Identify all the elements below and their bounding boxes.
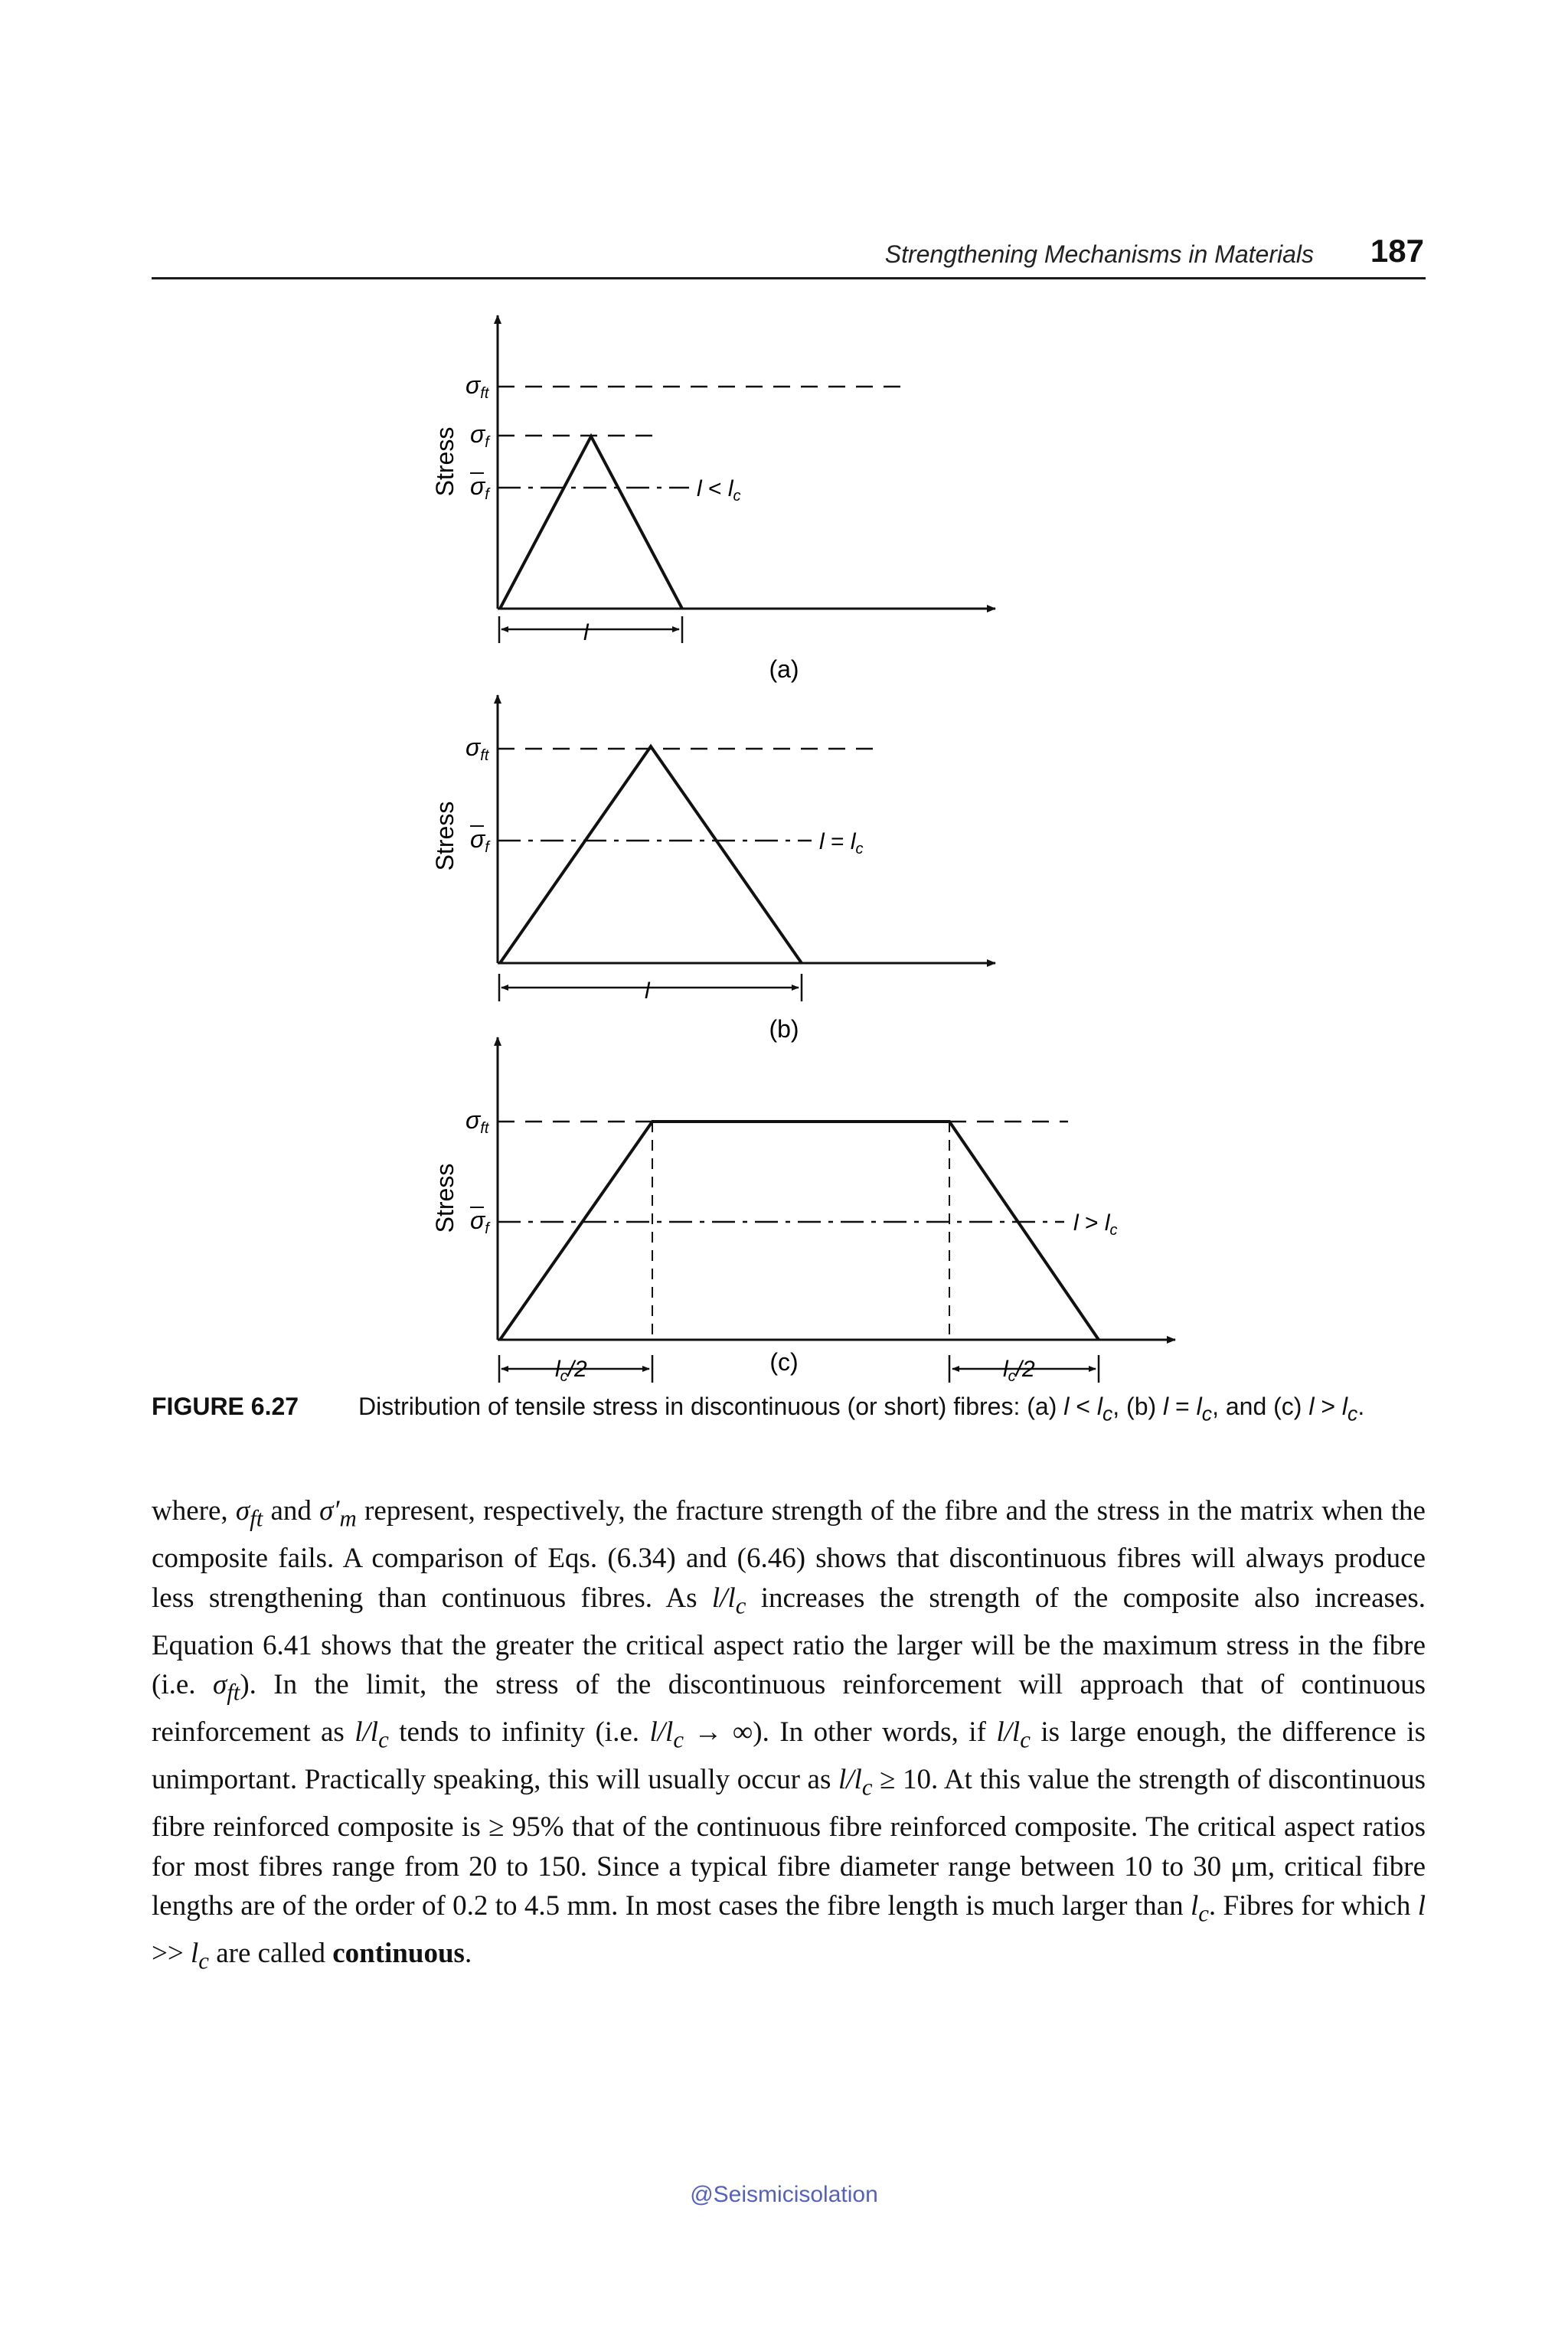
sigma-ft-tick: σft <box>466 371 489 402</box>
running-title: Strengthening Mechanisms in Materials <box>884 240 1314 268</box>
length-label: l <box>645 978 650 1004</box>
sigma-f-bar-tick <box>470 472 491 503</box>
watermark: @Seismicisolation <box>690 2182 878 2207</box>
stress-profile <box>500 436 682 609</box>
caption-text: Distribution of tensile stress in discontinuous (or short) fibres: (a) $l < l_c$, (b) $l = l_c$, and (c) $l > l_c$. <box>358 1393 1365 1425</box>
sigma-ft-tick: σft <box>466 1106 489 1137</box>
length-label: l <box>583 620 589 645</box>
svg-text:σf: σf <box>470 825 489 856</box>
condition-label: $l > l_c$ <box>1073 1210 1118 1239</box>
figure-caption <box>152 1390 1426 1429</box>
panel-label: (a) <box>769 655 799 683</box>
page-number: 187 <box>1370 233 1424 269</box>
stress-axis-label: Stress <box>431 801 459 871</box>
sigma-f-tick: σf <box>470 420 489 451</box>
term-continuous: continuous <box>332 1938 465 1970</box>
stress-axis-label: Stress <box>431 426 459 497</box>
figure-number: FIGURE 6.27 <box>152 1393 299 1420</box>
sigma-ft-tick: σft <box>466 733 489 764</box>
panel-label: (b) <box>769 1015 799 1043</box>
sigma-f-bar-tick <box>470 825 491 856</box>
svg-text:σf: σf <box>470 1207 489 1237</box>
stress-axis-label: Stress <box>431 1163 459 1233</box>
svg-text:σf: σf <box>470 472 489 503</box>
panel-a <box>431 315 995 683</box>
panel-b <box>431 695 995 1043</box>
sigma-f-bar-tick <box>470 1207 491 1237</box>
stress-profile <box>500 746 802 963</box>
body-paragraph: where, $\sigma_{ft}$ and $\sigma'_m$ represent, respectively, the fracture strength of the fibre and the stress in the matrix when the composite fails. A comparison of Eqs. (6.34) and (6.46) shows that discontinuous fibres will always produce less strengthening than continuous fibres. As $l/l_c$ increases the strength of the composite also increases. Equation 6.41 shows that the greater the critical aspect ratio the larger will be the maximum stress in the fibre (i.e. $\sigma_{ft}$). In the limit, the stress of the discontinuous reinforcement will approach that of continuous reinforcement as $l/l_c$ tends to infinity (i.e. $l/l_c$ → ∞). In other words, if $l/l_c$ is large enough, the difference is unimportant. Practically speaking, this will usually occur as $l/l_c \ge 10$. At this value the strength of discontinuous fibre reinforced composite is ≥ 95% that of the continuous fibre reinforced composite. The critical aspect ratios for most fibres range from 20 to 150. Since a typical fibre diameter range between 10 to 30 μm, critical fibre lengths are of the order of 0.2 to 4.5 mm. In most cases the fibre length is much larger than $l_c$. Fibres for which $l >> l_c$ are called continuous. <box>152 1495 1426 1974</box>
stress-profile <box>500 1122 1099 1340</box>
half-lc-label-right: $l_c/2$ <box>1003 1357 1035 1385</box>
condition-label: $l < l_c$ <box>697 476 741 505</box>
panel-label: (c) <box>769 1348 799 1376</box>
condition-label: $l = l_c$ <box>819 829 864 857</box>
half-lc-label-left: $l_c/2$ <box>555 1357 587 1385</box>
panel-c <box>431 1037 1175 1385</box>
